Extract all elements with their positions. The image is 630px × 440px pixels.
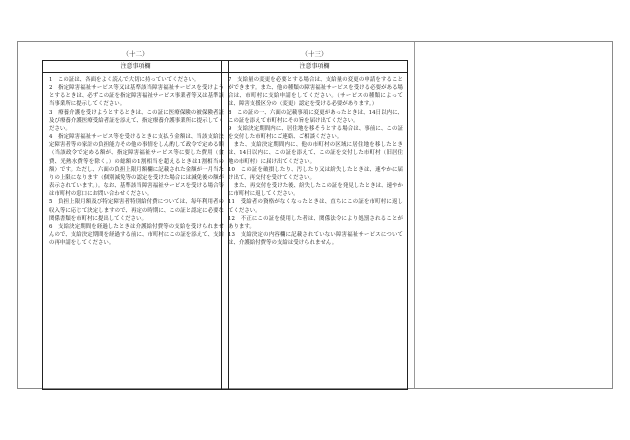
note-paragraph: また、支給決定期間内に、他の市町村の区域に居住地を移したときは、14日以内に、この証を添えて、この証を交付した市町村（旧居住地の市町村）に届け出てください。 [228, 142, 403, 165]
note-paragraph: 9 支給決定期間内に、居住地を移そうとする場合は、事前に、この証を交付した市町村にご連絡、ご相談ください。 [228, 125, 403, 141]
note-paragraph: 12 不正にこの証を使用した者は、関係法令により処罰されることがあります。 [228, 215, 403, 230]
note-paragraph: また、再交付を受けた後、紛失したこの証を発見したときは、速やかに市町村に返してください。 [228, 183, 403, 198]
notes-heading: 注意事項欄 [222, 61, 407, 73]
note-paragraph: 6 支給決定期間を経過したときは介護給付費等の支給を受けられませんので、支給決定期間を経過する前に、市町村にこの証を添えて、支給の再申請をしてください。 [49, 223, 224, 247]
note-paragraph: 1 この証は、各面をよく読んで大切に持っていてください。 [49, 77, 200, 83]
note-paragraph: 7 支給量の変更を必要とする場合は、支給量の変更の申請をすることができます。また、他の種類の障害福祉サービスを受ける必要がある場合は、市町村に支給申請をしてください。（サービスの種類によっては、障害支援区分の（変更）認定を受ける必要があります。） [228, 77, 403, 108]
note-paragraph: 8 この証の一、六面の記載事項に変更があったときは、14日以内に、この証を添えて市町村にその旨を届け出てください。 [228, 109, 403, 124]
notes-box [221, 60, 408, 390]
document-sheet [17, 41, 613, 389]
note-paragraph: 4 指定障害福祉サービス等を受けるときに支払う金額は、当該支給決定障害者等の家計の負担能力その他の事情をしん酌して政令で定める額（当該政令で定める額が、指定障害福祉サービス等に要した費用（食費、光熱水費等を除く。）の総額の1割相当を超えるときは1割相当の額）です。ただし、六面の負担上限月額欄に記載された金額が一月当たりの上限になります（個別減免等の認定を受けた場合には減免後の額が表示されています。）。なお、基準該当障害福祉サービスを受ける場合等は市町村の窓口にお問い合わせください。 [49, 134, 224, 198]
notes-heading: 注意事項欄 [43, 61, 228, 73]
page-number: （十三） [301, 50, 328, 58]
notes-body [43, 73, 228, 249]
note-paragraph: 3 療養介護を受けようとするときは、この証に医療保険の被保険者証及び療養介護医療受給者証を添えて、指定療養介護事業所に提示してください。 [49, 109, 224, 132]
note-paragraph: 5 負担上限月額及び特定障害者特別給付費については、毎年利用者の収入等に応じて決定しますので、再定の時期に、この証と認定に必要な関係書類を市町村に提出してください。 [49, 199, 224, 222]
notes-box [42, 60, 229, 390]
fold-line [414, 42, 415, 388]
note-paragraph: 13 支給決定の内容欄に記載されていない障害福祉サービスについては、介護給付費等の支給は受けられません。 [228, 231, 403, 247]
note-paragraph: 10 この証を破損したり、汚したり又は紛失したときは、速やかに届け出て、再交付を受けてください。 [228, 166, 403, 181]
notes-body [222, 73, 407, 249]
note-paragraph: 2 指定障害福祉サービス等又は基準該当障害福祉サービスを受けようとするときは、必ずこの証を指定障害福祉サービス事業者等又は基準該当事業所に提示してください。 [49, 85, 224, 108]
page-number: （十二） [122, 50, 149, 58]
page-thirteen [221, 49, 408, 390]
page-twelve [42, 49, 229, 390]
note-paragraph: 11 受給者の資格がなくなったときは、直ちにこの証を市町村に返してください。 [228, 199, 403, 214]
